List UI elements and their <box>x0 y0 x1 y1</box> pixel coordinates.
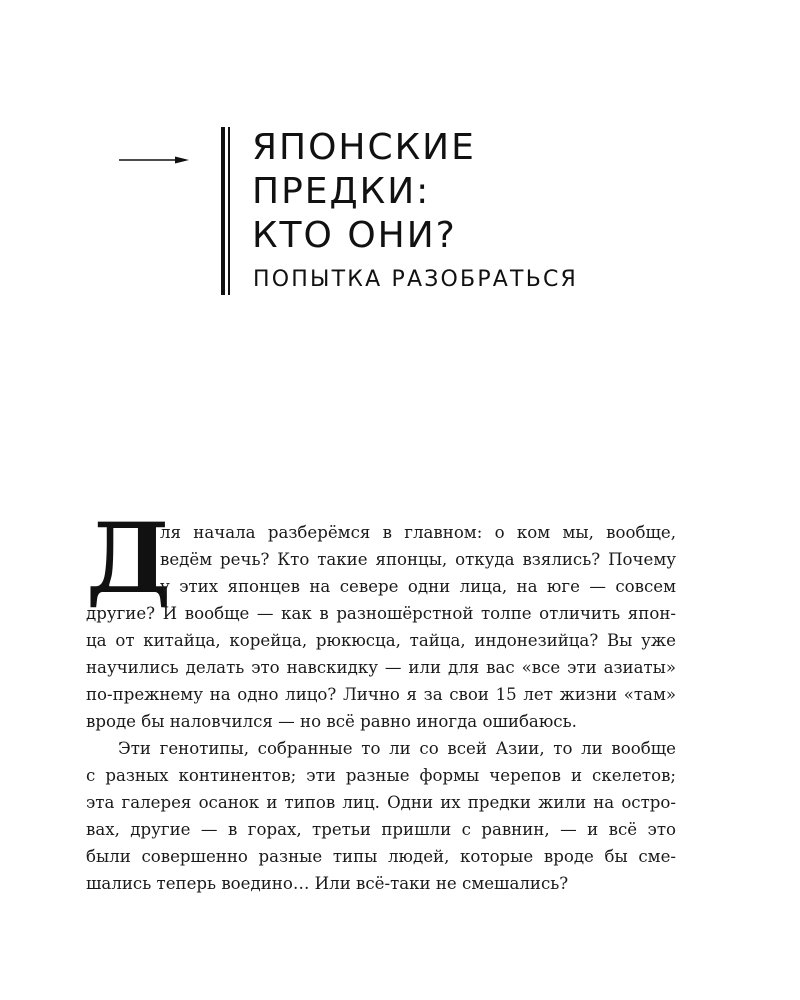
text-line: с разных континентов; эти разные формы черепов и скелетов; <box>86 766 676 785</box>
chapter-subtitle: ПОПЫТКА РАЗОБРАТЬСЯ <box>253 267 579 292</box>
text-line: ля начала разберёмся в главном: о ком мы, вообще, <box>160 523 676 542</box>
text-line: по-прежнему на одно лицо? Лично я за свои 15 лет жизни «там» <box>86 685 676 704</box>
drop-cap: Д <box>86 502 172 615</box>
chapter-title <box>252 126 476 258</box>
chapter-title-line: ПРЕДКИ: <box>252 171 431 212</box>
text-line: научились делать это навскидку — или для вас «все эти азиаты» <box>86 658 676 677</box>
text-line: ца от китайца, корейца, рюкюсца, тайца, индонезийца? Вы уже <box>86 631 676 650</box>
chapter-title-line: КТО ОНИ? <box>252 215 457 256</box>
text-line: вах, другие — в горах, третьи пришли с равнин, — и всё это <box>86 820 676 839</box>
divider-bar-thick <box>221 127 225 295</box>
divider-bar-thin <box>228 127 230 295</box>
text-line: Эти генотипы, собранные то ли со всей Азии, то ли вообще <box>118 739 676 758</box>
paragraph <box>86 735 676 897</box>
paragraph <box>86 502 676 735</box>
text-line: были совершенно разные типы людей, которые вроде бы сме- <box>86 847 676 866</box>
chapter-title-line: ЯПОНСКИЕ <box>252 127 476 168</box>
text-line: вроде бы наловчился — но всё равно иногда ошибаюсь. <box>86 712 577 731</box>
text-line: у этих японцев на севере одни лица, на юге — совсем <box>160 577 676 596</box>
text-line: другие? И вообще — как в разношёрстной толпе отличить япон- <box>86 604 676 623</box>
text-line: шались теперь воедино… Или всё-таки не смешались? <box>86 874 569 893</box>
text-line: ведём речь? Кто такие японцы, откуда взялись? Почему <box>160 550 676 569</box>
arrow-right-icon <box>119 156 189 164</box>
text-line: эта галерея осанок и типов лиц. Одни их предки жили на остро- <box>86 793 676 812</box>
body-text <box>86 502 676 897</box>
chapter-title-divider <box>221 127 233 295</box>
